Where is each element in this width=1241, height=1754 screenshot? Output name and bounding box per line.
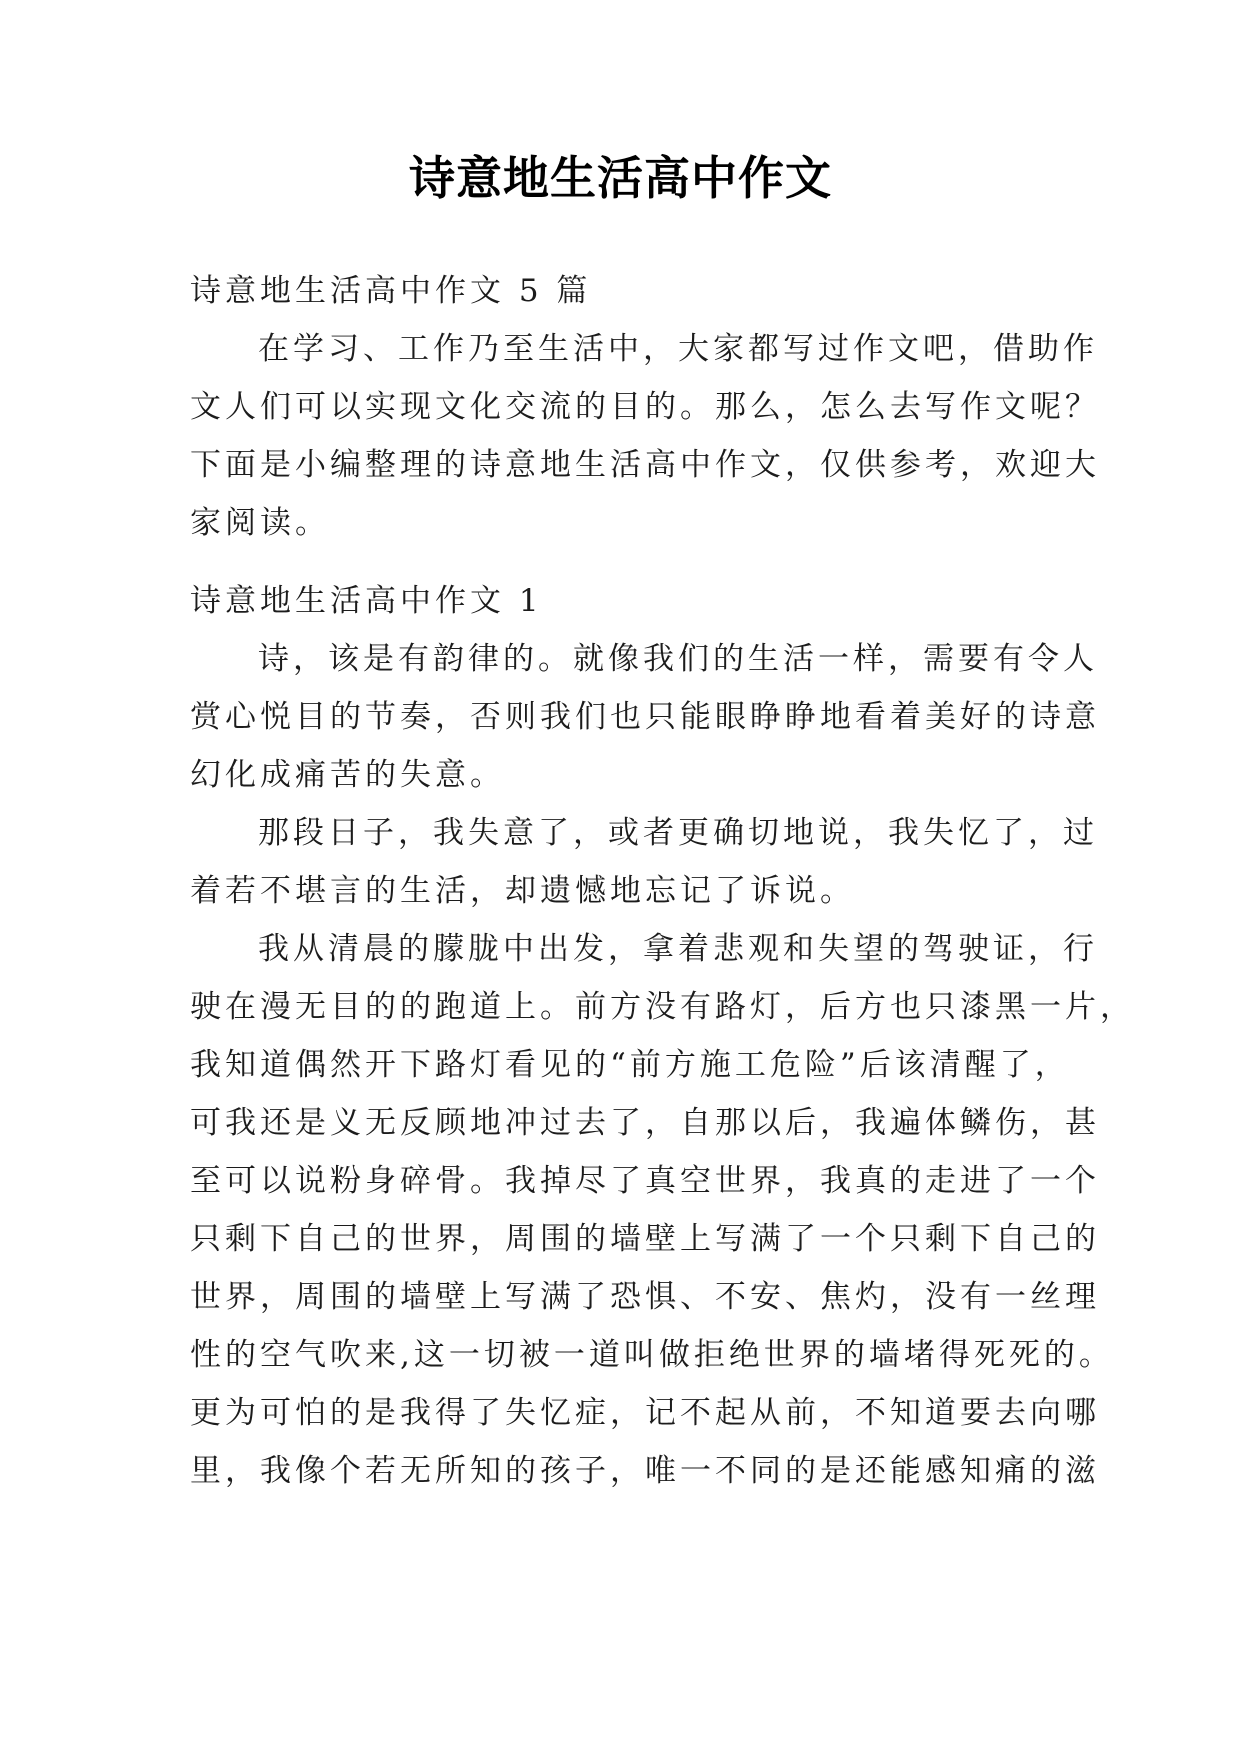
intro-line: 家阅读。 [190, 505, 330, 541]
paragraph-line: 我从清晨的朦胧中出发，拿着悲观和失望的驾驶证，行 [258, 931, 1098, 967]
intro-line: 文人们可以实现文化交流的目的。那么，怎么去写作文呢？ [190, 389, 1100, 425]
document-title: 诗意地生活高中作文 [409, 151, 832, 205]
section-heading-block [190, 572, 1060, 630]
paragraph-1 [190, 630, 1100, 804]
document-subtitle: 诗意地生活高中作文 5 篇 [190, 273, 592, 309]
paragraph-line: 性的空气吹来,这一切被一道叫做拒绝世界的墙堵得死死的。 [190, 1337, 1114, 1373]
intro-line: 下面是小编整理的诗意地生活高中作文，仅供参考，欢迎大 [190, 447, 1100, 483]
paragraph-line: 世界，周围的墙壁上写满了恐惧、不安、焦灼，没有一丝理 [190, 1279, 1100, 1315]
paragraph-line: 赏心悦目的节奏，否则我们也只能眼睁睁地看着美好的诗意 [190, 699, 1100, 735]
paragraph-line: 里，我像个若无所知的孩子，唯一不同的是还能感知痛的滋 [190, 1453, 1100, 1489]
paragraph-2 [190, 804, 1098, 920]
paragraph-line: 更为可怕的是我得了失忆症，记不起从前，不知道要去向哪 [190, 1395, 1100, 1431]
intro-line: 在学习、工作乃至生活中，大家都写过作文吧，借助作 [258, 331, 1098, 367]
subtitle-block [190, 262, 1060, 320]
paragraph-line: 可我还是义无反顾地冲过去了，自那以后，我遍体鳞伤，甚 [190, 1105, 1100, 1141]
intro-paragraph [190, 320, 1100, 552]
paragraph-line: 驶在漫无目的的跑道上。前方没有路灯，后方也只漆黑一片， [190, 989, 1135, 1025]
section-heading: 诗意地生活高中作文 1 [190, 583, 543, 619]
paragraph-line: 诗，该是有韵律的。就像我们的生活一样，需要有令人 [258, 641, 1098, 677]
paragraph-line: 那段日子，我失意了，或者更确切地说，我失忆了，过 [258, 815, 1098, 851]
paragraph-3 [190, 920, 1135, 1500]
paragraph-line: 我知道偶然开下路灯看见的“前方施工危险”后该清醒了， [190, 1047, 1070, 1083]
paragraph-line: 着若不堪言的生活，却遗憾地忘记了诉说。 [190, 873, 855, 909]
paragraph-line: 幻化成痛苦的失意。 [190, 757, 505, 793]
paragraph-line: 只剩下自己的世界，周围的墙壁上写满了一个只剩下自己的 [190, 1221, 1100, 1257]
paragraph-line: 至可以说粉身碎骨。我掉尽了真空世界，我真的走进了一个 [190, 1163, 1100, 1199]
